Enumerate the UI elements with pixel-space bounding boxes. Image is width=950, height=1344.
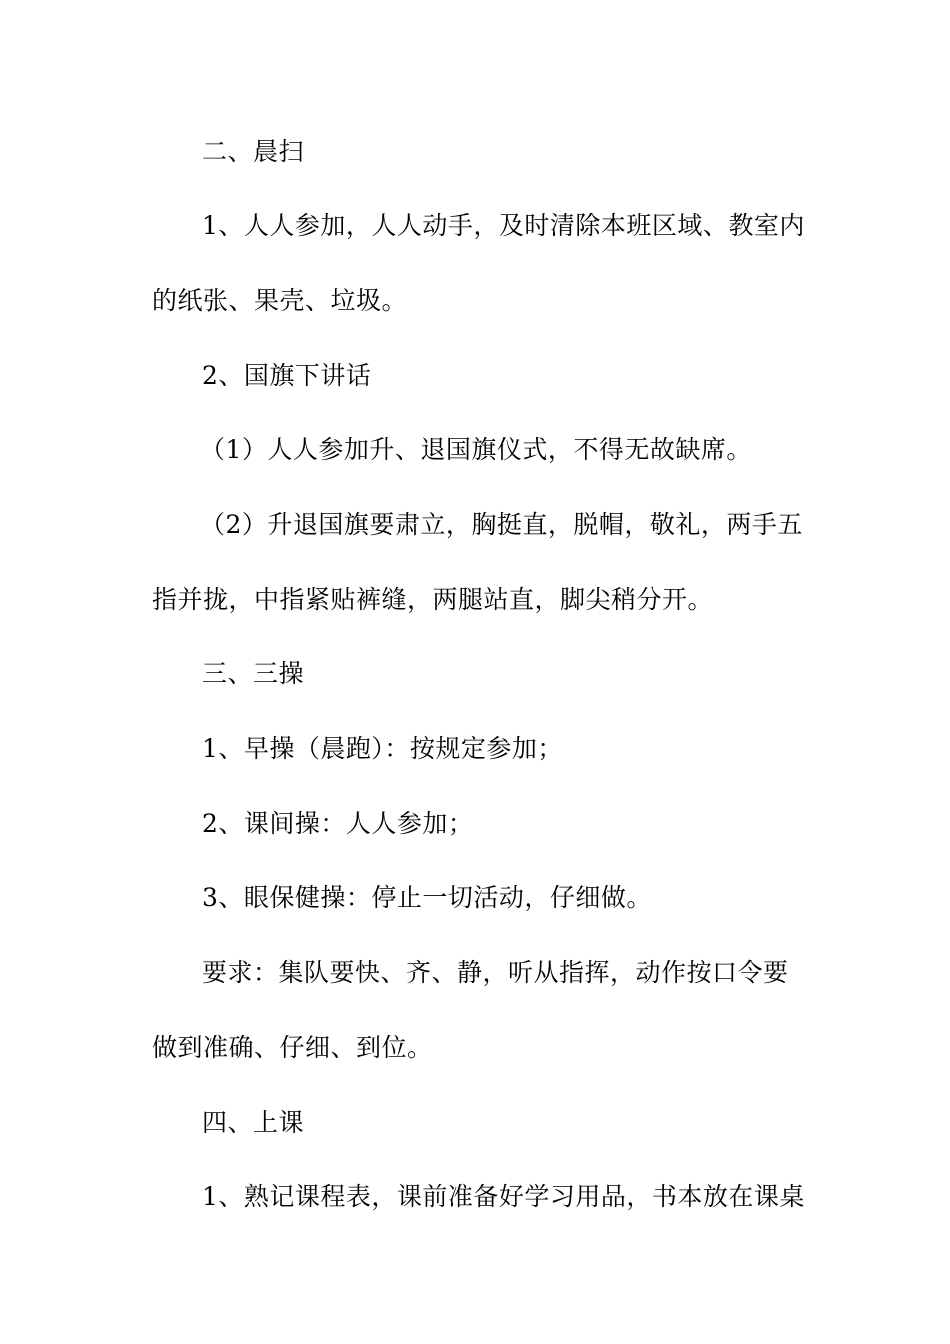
paragraph-line: 2、课间操：人人参加；: [202, 809, 474, 838]
paragraph-line: （2）升退国旗要肃立，胸挺直，脱帽，敬礼，两手五: [200, 510, 803, 539]
paragraph-line: 要求：集队要快、齐、静，听从指挥，动作按口令要: [202, 958, 789, 987]
paragraph-line: 3、眼保健操：停止一切活动，仔细做。: [202, 883, 652, 912]
paragraph-line: 1、人人参加，人人动手，及时清除本班区域、教室内: [202, 211, 805, 240]
paragraph-line: （1）人人参加升、退国旗仪式，不得无故缺席。: [200, 435, 752, 464]
paragraph-line: 1、熟记课程表，课前准备好学习用品，书本放在课桌: [202, 1182, 805, 1211]
paragraph-line: 1、早操（晨跑）：按规定参加；: [202, 734, 563, 763]
paragraph-line: 的纸张、果壳、垃圾。: [152, 286, 408, 315]
section-heading-morning-cleaning: 二、晨扫: [202, 137, 305, 166]
paragraph-line: 指并拢，中指紧贴裤缝，两腿站直，脚尖稍分开。: [152, 585, 714, 614]
section-heading-class: 四、上课: [202, 1108, 305, 1137]
subheading-flag-speech: 2、国旗下讲话: [202, 361, 372, 390]
paragraph-line: 做到准确、仔细、到位。: [152, 1033, 433, 1062]
section-heading-three-exercises: 三、三操: [202, 659, 305, 688]
